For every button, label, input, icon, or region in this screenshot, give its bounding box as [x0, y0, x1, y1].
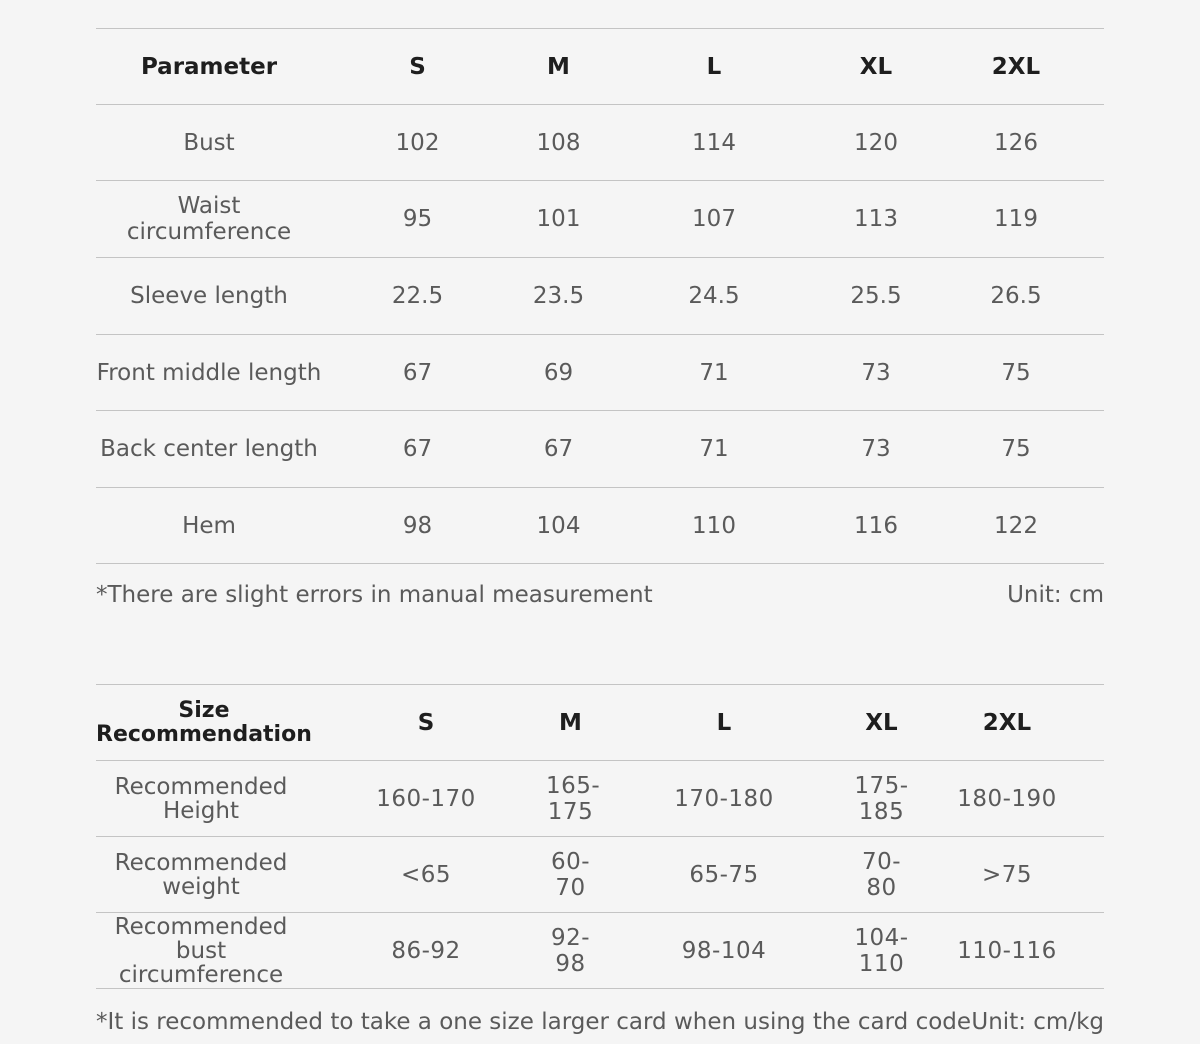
- recommendation-table-section: [96, 684, 1104, 1035]
- table-cell: 73: [824, 411, 928, 488]
- measurement-unit: Unit: cm: [1007, 582, 1104, 608]
- table-cell: 67: [322, 335, 513, 411]
- table-cell: 23.5: [513, 258, 604, 335]
- measurement-table: [96, 28, 1104, 564]
- header-size-s: S: [322, 29, 513, 105]
- table-cell: 116: [824, 488, 928, 564]
- row-label-text: Recommended bust circumference: [114, 913, 288, 988]
- row-label-text: Recommended Height: [114, 773, 288, 824]
- table-cell: 104-110: [853, 913, 910, 989]
- table-cell: 67: [513, 411, 604, 488]
- table-cell: 70-80: [853, 837, 910, 913]
- table-cell: 122: [928, 488, 1104, 564]
- table-cell: 180-190: [910, 761, 1104, 837]
- row-label: Hem: [96, 488, 322, 564]
- header-size-l: L: [604, 29, 824, 105]
- header-parameter: Parameter: [96, 29, 322, 105]
- table-cell: 75: [928, 335, 1104, 411]
- table-header-row: [96, 685, 1104, 761]
- table-header-row: [96, 29, 1104, 105]
- table-cell: 98: [322, 488, 513, 564]
- header-size-s: S: [306, 685, 546, 761]
- table-row: [96, 761, 1104, 837]
- recommendation-footnote-row: [96, 1009, 1104, 1035]
- recommendation-table: [96, 684, 1104, 989]
- row-label: [96, 837, 306, 913]
- table-cell: 22.5: [322, 258, 513, 335]
- header-size-m: M: [546, 685, 595, 761]
- header-size-l: L: [595, 685, 853, 761]
- table-cell: 119: [928, 181, 1104, 258]
- table-cell: 95: [322, 181, 513, 258]
- table-cell: 69: [513, 335, 604, 411]
- header-size-xl: XL: [824, 29, 928, 105]
- table-row: [96, 837, 1104, 913]
- row-label: Sleeve length: [96, 258, 322, 335]
- table-cell: 98-104: [595, 913, 853, 989]
- header-size-xl: XL: [853, 685, 910, 761]
- row-label: [96, 761, 306, 837]
- row-label: Front middle length: [96, 335, 322, 411]
- table-cell: 73: [824, 335, 928, 411]
- table-cell: 120: [824, 105, 928, 181]
- row-label: Bust: [96, 105, 322, 181]
- table-cell: 65-75: [595, 837, 853, 913]
- table-row: [96, 181, 1104, 258]
- header-size-2xl: 2XL: [910, 685, 1104, 761]
- table-cell: 26.5: [928, 258, 1104, 335]
- row-label-text: Recommended weight: [114, 849, 288, 900]
- table-cell: <65: [306, 837, 546, 913]
- recommendation-unit: Unit: cm/kg: [971, 1009, 1104, 1035]
- measurement-footnote: *There are slight errors in manual measurement: [96, 582, 653, 608]
- row-label: Back center length: [96, 411, 322, 488]
- table-cell: 25.5: [824, 258, 928, 335]
- measurement-table-section: [96, 28, 1104, 608]
- row-label: Waist circumference: [96, 181, 322, 258]
- table-cell: 24.5: [604, 258, 824, 335]
- table-cell: 86-92: [306, 913, 546, 989]
- table-cell: 107: [604, 181, 824, 258]
- table-cell: 165-175: [546, 761, 595, 837]
- table-cell: 114: [604, 105, 824, 181]
- table-row: [96, 105, 1104, 181]
- table-cell: 71: [604, 335, 824, 411]
- recommendation-footnote: *It is recommended to take a one size larger card when using the card code: [96, 1009, 972, 1035]
- table-cell: 75: [928, 411, 1104, 488]
- table-cell: >75: [910, 837, 1104, 913]
- table-row: [96, 411, 1104, 488]
- table-row: [96, 335, 1104, 411]
- table-cell: 71: [604, 411, 824, 488]
- table-cell: 101: [513, 181, 604, 258]
- table-cell: 67: [322, 411, 513, 488]
- table-cell: 110: [604, 488, 824, 564]
- table-cell: 110-116: [910, 913, 1104, 989]
- table-cell: 175-185: [853, 761, 910, 837]
- measurement-footnote-row: [96, 582, 1104, 608]
- table-cell: 108: [513, 105, 604, 181]
- table-cell: 92-98: [546, 913, 595, 989]
- table-cell: 160-170: [306, 761, 546, 837]
- row-label: [96, 913, 306, 989]
- table-cell: 113: [824, 181, 928, 258]
- header-size-2xl: 2XL: [928, 29, 1104, 105]
- header-size-recommendation: [96, 685, 312, 761]
- header-size-recommendation-text: Size Recommendation: [96, 697, 312, 747]
- table-row: [96, 913, 1104, 989]
- table-cell: 104: [513, 488, 604, 564]
- table-row: [96, 258, 1104, 335]
- table-row: [96, 488, 1104, 564]
- table-cell: 60-70: [546, 837, 595, 913]
- table-cell: 170-180: [595, 761, 853, 837]
- table-cell: 102: [322, 105, 513, 181]
- table-cell: 126: [928, 105, 1104, 181]
- header-size-m: M: [513, 29, 604, 105]
